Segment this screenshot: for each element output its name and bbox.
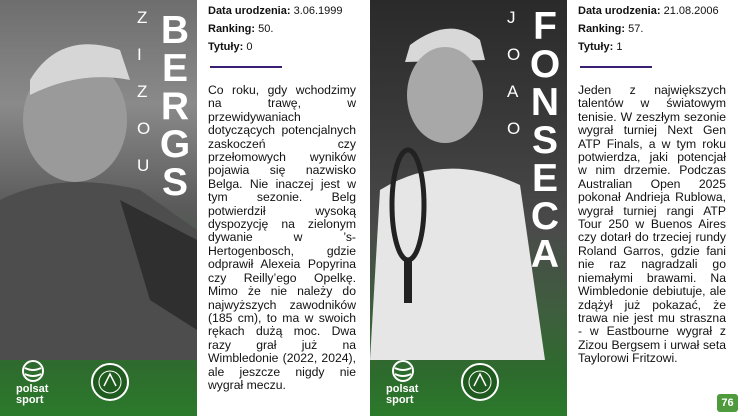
- birth-value: 21.08.2006: [663, 5, 719, 17]
- ranking-value: 50.: [258, 23, 274, 35]
- last-name-letter: A: [530, 233, 560, 276]
- first-name-letter: Z: [137, 8, 149, 27]
- wimbledon-logo-icon: [90, 362, 130, 402]
- sport-text: sport: [16, 394, 44, 406]
- last-name-letter: E: [531, 157, 558, 200]
- first-name-letter: Z: [137, 82, 149, 101]
- last-name-letter: B: [160, 9, 190, 52]
- player-bio: Co roku, gdy wchodzimy na trawę, w przewidywaniach dotyczących potencjalnych zaskoczeń czy przełomowych wyników pojawia się nazwisko Belga. Nie inaczej jest w tym sezonie. Belg potwierdził wysoką dyspozycję na zielonym dywanie w ’s-Hertogenbosch, gdzie odprawił Alexeia Popyrina czy Reilly’ego Opelkę. Mimo że nie należy do najwyższych zawodników (185 cm), to ma w swoich rękach dużą moc. Dwa razy grał już na Wimbledonie (2022, 2024), ale jeszcze nigdy nie wygrał meczu.: [208, 83, 356, 392]
- player-first-name: [507, 8, 521, 156]
- titles-label: Tytuły:: [578, 41, 614, 53]
- player-photo: [370, 0, 567, 416]
- last-name-letter: O: [529, 43, 561, 86]
- player-last-name: [525, 5, 565, 276]
- birth-date: [578, 5, 719, 17]
- first-name-letter: O: [137, 119, 152, 138]
- first-name-letter: O: [507, 119, 522, 138]
- polsat-ball-icon: [22, 360, 44, 382]
- logos: [14, 360, 194, 410]
- titles-value: 0: [246, 41, 253, 53]
- ranking: [578, 23, 643, 35]
- polsat-text: polsat: [16, 383, 49, 395]
- wimbledon-logo-icon: [460, 362, 500, 402]
- last-name-letter: F: [533, 5, 557, 48]
- titles: [578, 41, 622, 53]
- titles-label: Tytuły:: [208, 41, 244, 53]
- last-name-letter: R: [160, 85, 190, 128]
- ranking-value: 57.: [628, 23, 644, 35]
- last-name-letter: C: [530, 195, 560, 238]
- first-name-letter: A: [507, 82, 520, 101]
- birth-date: [208, 5, 343, 17]
- birth-label: Data urodzenia:: [208, 5, 291, 17]
- sport-text: sport: [386, 394, 414, 406]
- first-name-letter: J: [507, 8, 517, 27]
- polsat-sport-logo: [384, 360, 444, 408]
- last-name-letter: N: [530, 81, 560, 124]
- titles-value: 1: [616, 41, 623, 53]
- logos: [384, 360, 564, 410]
- first-name-letter: O: [507, 45, 522, 64]
- first-name-letter: I: [137, 45, 143, 64]
- polsat-text: polsat: [386, 383, 419, 395]
- divider: [210, 66, 282, 68]
- first-name-letter: U: [137, 156, 151, 175]
- player-card-fonseca: [370, 0, 740, 416]
- last-name-letter: S: [161, 161, 188, 204]
- player-bio: Jeden z największych talentów w światowym tenisie. W zeszłym sezonie wygrał turniej Next Gen ATP Finals, a w tym roku potwierdza, jaki potencjał w nim drzemie. Podczas Australian Open 2025 pokonał Andrieja Rublowa, wygrał turniej rangi ATP Tour 250 w Buenos Aires czy dotarł do trzeciej rundy Roland Garros, gdzie fani nie raz nagradzali go niemałymi brawami. Na Wimbledonie debiutuje, ale zdążył już pokazać, że trawa nie jest mu straszna - w Eastbourne wygrał z Zizou Bergsem i urwał seta Taylorowi Fritzowi.: [578, 83, 726, 366]
- last-name-letter: E: [161, 47, 188, 90]
- last-name-letter: S: [531, 119, 558, 162]
- birth-value: 3.06.1999: [293, 5, 343, 17]
- titles: [208, 41, 252, 53]
- page-number-badge: 76: [717, 394, 738, 412]
- player-first-name: [137, 8, 151, 193]
- ranking: [208, 23, 273, 35]
- player-last-name: [155, 9, 195, 204]
- birth-label: Data urodzenia:: [578, 5, 661, 17]
- ranking-label: Ranking:: [208, 23, 256, 35]
- polsat-sport-logo: [14, 360, 74, 408]
- ranking-label: Ranking:: [578, 23, 626, 35]
- polsat-ball-icon: [392, 360, 414, 382]
- player-photo: [0, 0, 197, 416]
- last-name-letter: G: [159, 123, 191, 166]
- divider: [580, 66, 652, 68]
